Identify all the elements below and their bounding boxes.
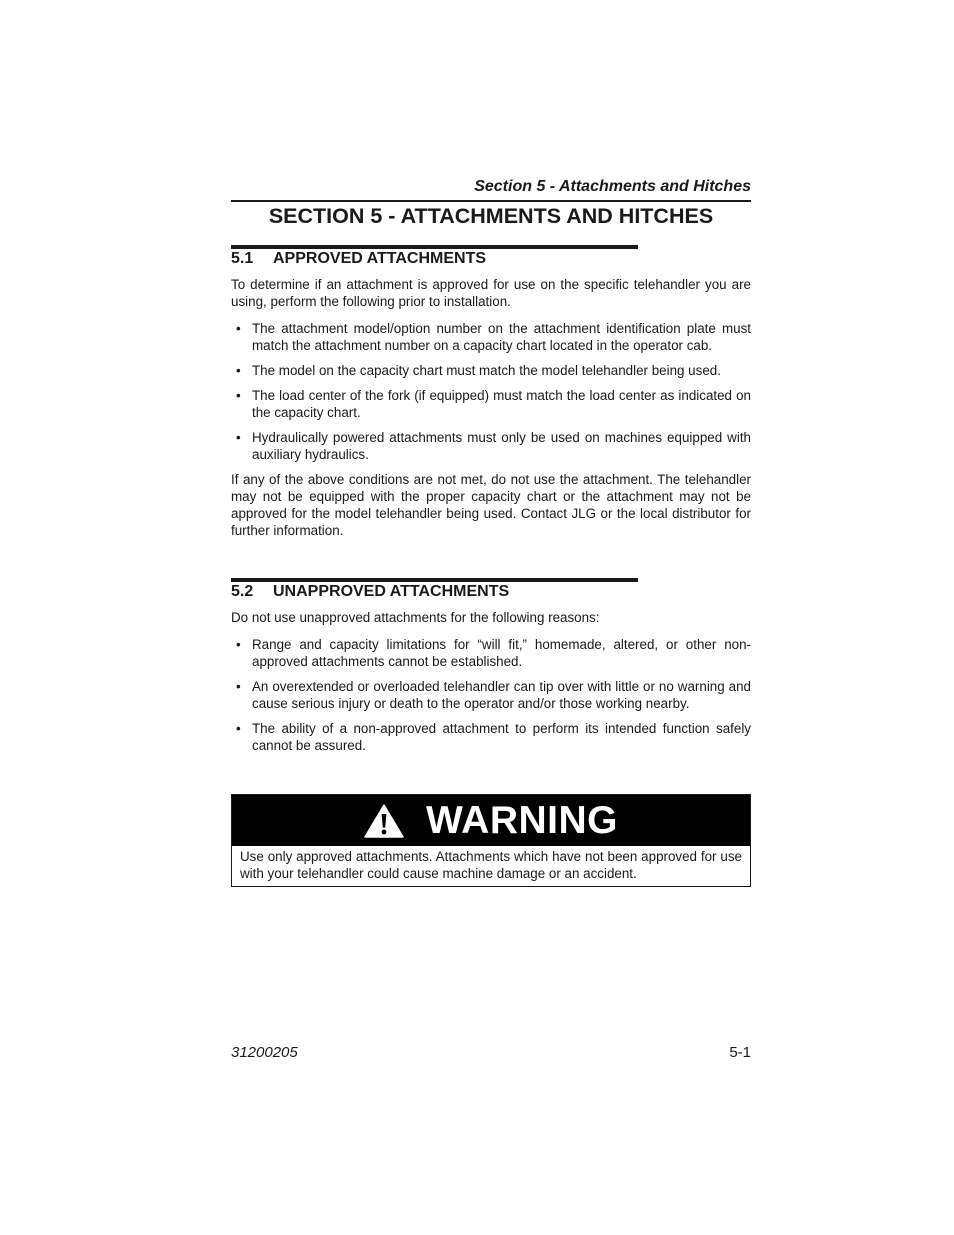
- paragraph: Do not use unapproved attachments for the following reasons:: [231, 610, 600, 625]
- bullet-icon: •: [236, 721, 241, 736]
- subsection-rule: [231, 245, 638, 249]
- list-item: • The model on the capacity chart must match the model telehandler being used.: [236, 363, 721, 378]
- bullet-icon: •: [236, 679, 241, 694]
- bullet-icon: •: [236, 637, 241, 652]
- subsection-number: 5.1: [231, 250, 254, 267]
- bullet-list-5-2: [231, 636, 751, 762]
- bullet-icon: •: [236, 321, 241, 336]
- bullet-icon: •: [236, 430, 241, 445]
- list-item: • The attachment model/option number on the attachment identification plate must match the attachment number on a capacity chart located in the operator cab.: [236, 321, 751, 353]
- paragraph: If any of the above conditions are not met, do not use the attachment. The telehandler may not be equipped with the proper capacity chart or the attachment may not be approved for the model telehandler being used. Contact JLG or the local distributor for further information.: [231, 472, 751, 538]
- paragraph: To determine if an attachment is approved for use on the specific telehandler you are using, perform the following prior to installation.: [231, 277, 751, 309]
- warning-banner: [232, 795, 750, 846]
- subsection-heading-5-1: [231, 250, 486, 268]
- list-item: • Hydraulically powered attachments must only be used on machines equipped with auxiliary hydraulics.: [236, 430, 751, 462]
- subsection-title: UNAPPROVED ATTACHMENTS: [273, 583, 510, 600]
- list-item: • The ability of a non-approved attachment to perform its intended function safely cannot be assured.: [236, 721, 751, 753]
- bullet-icon: •: [236, 363, 241, 378]
- header-rule: [231, 200, 751, 202]
- running-header: Section 5 - Attachments and Hitches: [474, 178, 751, 195]
- bullet-icon: •: [236, 388, 241, 403]
- doc-number: 31200205: [231, 1044, 298, 1061]
- section-title: SECTION 5 - ATTACHMENTS AND HITCHES: [268, 204, 714, 228]
- list-item: • An overextended or overloaded telehandler can tip over with little or no warning and cause serious injury or death to the operator and/or those working nearby.: [236, 679, 751, 711]
- warning-label: WARNING: [426, 798, 618, 842]
- page-number: 5-1: [729, 1044, 751, 1061]
- subsection-rule: [231, 578, 638, 582]
- list-item: • Range and capacity limitations for “will fit,” homemade, altered, or other non-approved attachments cannot be established.: [236, 637, 751, 669]
- subsection-heading-5-2: [231, 583, 509, 601]
- list-item: • The load center of the fork (if equipped) must match the load center as indicated on the capacity chart.: [236, 388, 751, 420]
- subsection-title: APPROVED ATTACHMENTS: [273, 250, 487, 267]
- warning-triangle-icon: [364, 804, 404, 838]
- subsection-number: 5.2: [231, 583, 254, 600]
- bullet-list-5-1: [231, 320, 751, 471]
- warning-box: [231, 794, 751, 887]
- warning-text: Use only approved attachments. Attachments which have not been approved for use with your telehandler could cause machine damage or an accident.: [240, 849, 742, 881]
